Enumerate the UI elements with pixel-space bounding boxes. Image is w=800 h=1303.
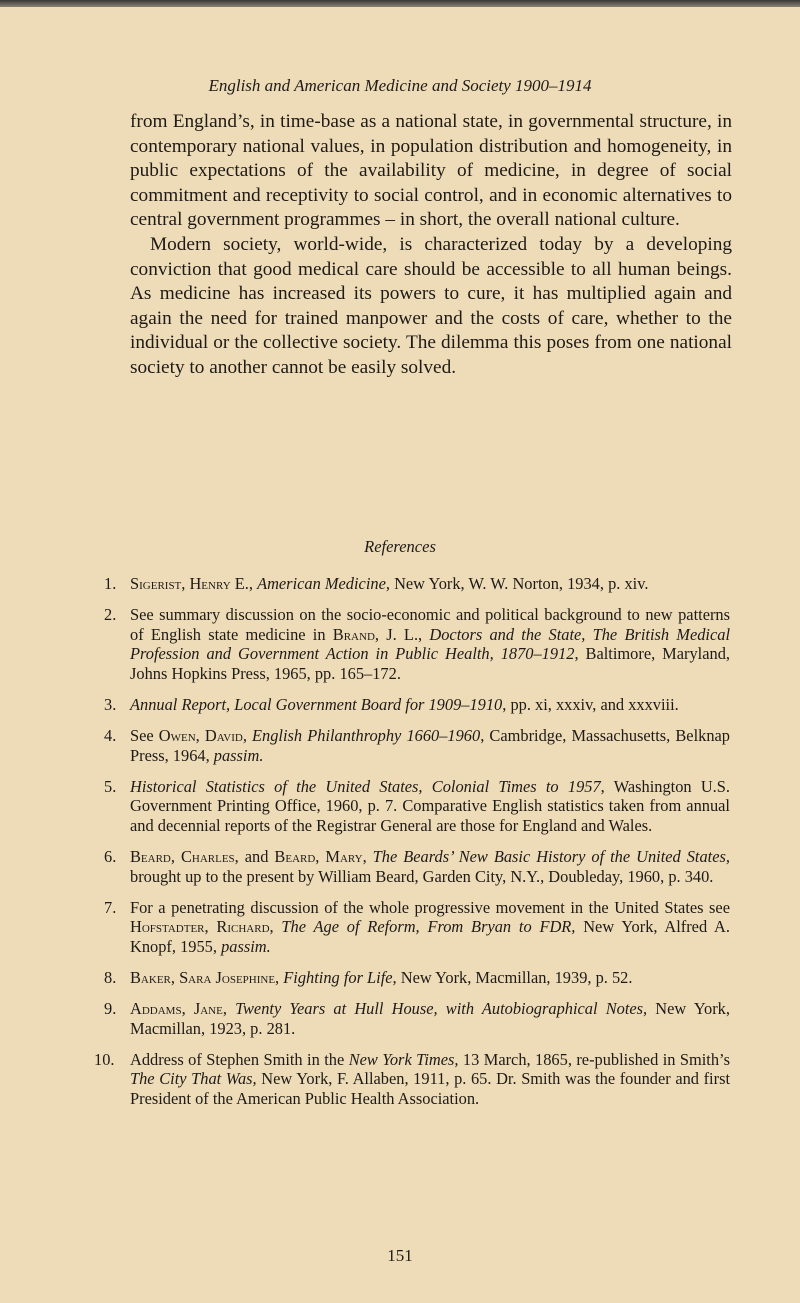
reference-number: 10. (94, 1049, 115, 1069)
paragraph: Modern society, world-wide, is characterized today by a developing conviction that good medical care should be accessible to all human beings. As medicine has increased its powers to cure, it has multiplied again and again the need for trained manpower and the costs of care, whether to the individual or the collective society. The dilemma this poses from one national society to another cannot be easily solved. (130, 233, 732, 378)
reference-text: , pp. xi, xxxiv, and xxxviii. (502, 694, 679, 714)
title-italic: passim. (221, 936, 271, 956)
title-italic: Fighting for Life, (283, 968, 397, 987)
author-name: Hofstadter, Richard, (130, 917, 274, 937)
reference-number: 7. (104, 897, 117, 917)
reference-item (94, 1049, 731, 1109)
reference-text: , Cambridge, Massachusetts, Belknap Press, 1964, (130, 726, 730, 765)
references-list (94, 574, 731, 1120)
reference-number: 9. (104, 999, 117, 1019)
reference-text: , Washington U.S. Government Printing Office, 1960, p. 7. Comparative English statistics taken from annual and decennial reports of the Registrar General are those for England and Wales. (130, 776, 730, 835)
reference-text: New York, Macmillan, 1923, p. 281. (130, 999, 730, 1038)
body-text (130, 110, 732, 381)
reference-text: New York, F. Allaben, 1911, p. 65. Dr. Smith was the founder and first President of the American Public Health Association. (130, 1069, 731, 1108)
title-italic: English Philanthrophy 1660–1960 (252, 726, 481, 746)
reference-item (104, 968, 730, 988)
title-italic: passim. (213, 745, 264, 765)
reference-text: brought up to the present by William Beard, Garden City, N.Y., Doubleday, 1960, p. 340. (130, 866, 714, 886)
title-italic: American Medicine, (257, 574, 390, 593)
title-italic: Annual Report, Local Government Board for 1909–1910 (130, 694, 503, 714)
title-italic: New York Times, (348, 1049, 459, 1069)
reference-number: 8. (104, 968, 117, 987)
author-name: Baker, Sara Josephine, (130, 968, 280, 987)
reference-number: 3. (104, 694, 117, 714)
author-name: Brand (332, 624, 375, 644)
reference-item (104, 777, 730, 836)
reference-item (104, 695, 730, 715)
references-heading: References (364, 537, 436, 556)
scan-edge (0, 0, 800, 7)
reference-number: 2. (104, 605, 117, 625)
reference-item (104, 605, 730, 683)
author-name: Owen, David (158, 726, 243, 746)
reference-text: , J. L., (374, 624, 430, 644)
reference-text: , (248, 574, 258, 593)
running-head: English and American Medicine and Society 1900–1914 (208, 76, 592, 95)
author-name: Addams, Jane, (130, 999, 227, 1019)
reference-text: 13 March, 1865, re-published in Smith’s (458, 1049, 730, 1069)
reference-text: See summary discussion on the socio-economic and political background to new patterns of English state medicine in (130, 605, 730, 644)
reference-text: , Baltimore, Maryland, Johns Hopkins Press, 1965, pp. 165–172. (130, 644, 730, 683)
reference-text: New York, W. W. Norton, 1934, p. xiv. (389, 574, 649, 593)
reference-text (227, 999, 235, 1018)
title-italic: Twenty Years at Hull House, with Autobiographical Notes, (235, 999, 648, 1019)
author-name: Beard, Charles, (130, 847, 239, 867)
reference-text: and (238, 847, 275, 867)
page-number: 151 (387, 1246, 413, 1265)
reference-item (104, 898, 730, 957)
paragraph: from England’s, in time-base as a national state, in governmental structure, in contemporary national values, in population distribution and homogeneity, in public expectations of the availability of medicine, in degree of social commitment and receptivity to social control, and in economic alternatives to central government programmes – in short, the overall national culture. (130, 111, 732, 231)
reference-number: 6. (104, 847, 117, 867)
reference-text: New York, Macmillan, 1939, p. 52. (396, 968, 633, 987)
reference-text: , (242, 726, 253, 746)
reference-text: Address of Stephen Smith in the (130, 1049, 349, 1069)
reference-item (104, 726, 730, 765)
reference-number: 4. (104, 726, 117, 746)
reference-number: 5. (104, 776, 117, 796)
reference-item (104, 847, 730, 886)
reference-text: New York, Alfred A. Knopf, 1955, (130, 917, 730, 956)
reference-text: For a penetrating discussion of the whole progressive movement in the United States see (130, 897, 730, 917)
reference-item (104, 574, 730, 594)
reference-item (104, 999, 730, 1038)
reference-number: 1. (104, 574, 117, 593)
author-name: Sigerist, Henry E. (130, 574, 249, 593)
title-italic: The City That Was, (130, 1069, 257, 1089)
title-italic: Doctors and the State, The British Medical Profession and Government Action in Public Health, 1870–1912 (130, 624, 731, 664)
reference-text: See (130, 726, 159, 746)
title-italic: Historical Statistics of the United States, Colonial Times to 1957 (130, 776, 601, 796)
title-italic: The Age of Reform, From Bryan to FDR, (281, 917, 576, 937)
author-name: Beard, Mary, (274, 847, 367, 867)
title-italic: The Beards’ New Basic History of the United States, (372, 847, 730, 867)
